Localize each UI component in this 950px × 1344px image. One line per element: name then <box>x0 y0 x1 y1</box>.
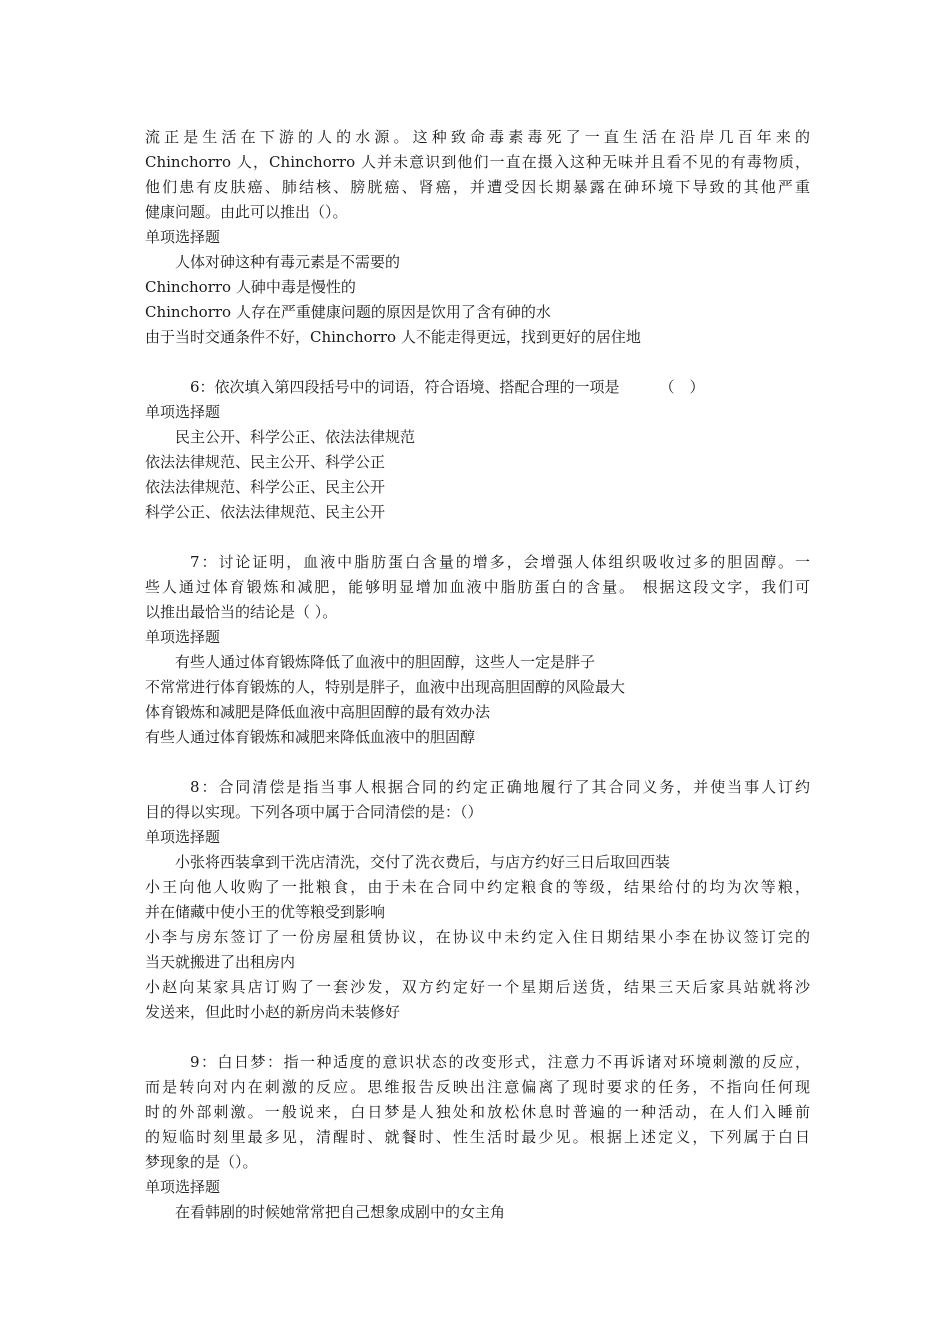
option-a: 小张将西装拿到干洗店清洗，交付了洗衣费后，与店方约好三日后取回西装 <box>175 853 671 871</box>
document-body <box>145 125 810 1225</box>
spacer <box>145 525 810 550</box>
stem-line: 8：合同清偿是指当事人根据合同的约定正确地履行了其合同义务，并使当事人订约 <box>190 778 810 796</box>
option-line: 并在储藏中使小王的优等粮受到影响 <box>145 903 386 921</box>
option-a: 在看韩剧的时候她常常把自己想象成剧中的女主角 <box>175 1203 506 1221</box>
option-b: 不常常进行体育锻炼的人，特别是胖子，血液中出现高胆固醇的风险最大 <box>145 678 626 696</box>
answer-bracket: （ ） <box>659 378 705 396</box>
option-a: 民主公开、科学公正、依法法律规范 <box>175 428 416 446</box>
stem-line: 时的外部刺激。一般说来，白日梦是人独处和放松休息时普遍的一种活动，在人们入睡前 <box>145 1103 810 1121</box>
question-type-label: 单项选择题 <box>145 628 221 646</box>
option-line: 小赵向某家具店订购了一套沙发，双方约定好一个星期后送货，结果三天后家具站就将沙 <box>145 978 810 996</box>
stem-line: Chinchorro 人，Chinchorro 人并未意识到他们一直在摄入这种无味并且看不见的有毒物质， <box>145 153 810 171</box>
option-line: 当天就搬进了出租房内 <box>145 953 296 971</box>
stem-line: 梦现象的是（）。 <box>145 1153 258 1171</box>
option-c: Chinchorro 人存在严重健康问题的原因是饮用了含有砷的水 <box>145 303 551 321</box>
question-type-label: 单项选择题 <box>145 1178 221 1196</box>
spacer <box>145 350 810 375</box>
question-6-stem <box>145 375 810 400</box>
option-d <box>145 975 810 1025</box>
option-c: 依法法律规范、科学公正、民主公开 <box>145 478 386 496</box>
stem-line: 他们患有皮肤癌、肺结核、膀胱癌、肾癌，并遭受因长期暴露在砷环境下导致的其他严重 <box>145 178 810 196</box>
question-9-stem <box>145 1050 810 1175</box>
option-d: 科学公正、依法法律规范、民主公开 <box>145 503 386 521</box>
spacer <box>145 1025 810 1050</box>
option-line: 小王向他人收购了一批粮食，由于未在合同中约定粮食的等级，结果给付的均为次等粮， <box>145 878 810 896</box>
question-type-label: 单项选择题 <box>145 828 221 846</box>
stem-line: 9：白日梦：指一种适度的意识状态的改变形式，注意力不再诉诸对环境刺激的反应， <box>190 1053 810 1071</box>
option-a: 人体对砷这种有毒元素是不需要的 <box>175 253 401 271</box>
stem-line: 的短临时刻里最多见，清醒时、就餐时、性生活时最少见。根据上述定义，下列属于白日 <box>145 1128 810 1146</box>
stem-line: 以推出最恰当的结论是（ ）。 <box>145 603 338 621</box>
option-b: Chinchorro 人砷中毒是慢性的 <box>145 278 356 296</box>
option-line: 小李与房东签订了一份房屋租赁协议，在协议中未约定入住日期结果小李在协议签订完的 <box>145 928 810 946</box>
stem-line: 目的得以实现。下列各项中属于合同清偿的是：（） <box>145 803 483 821</box>
question-7-stem <box>145 550 810 625</box>
spacer <box>145 750 810 775</box>
stem-line: 健康问题。由此可以推出（）。 <box>145 203 348 221</box>
option-d: 由于当时交通条件不好，Chinchorro 人不能走得更远，找到更好的居住地 <box>145 328 641 346</box>
stem-line: 7：讨论证明，血液中脂肪蛋白含量的增多，会增强人体组织吸收过多的胆固醇。一 <box>190 553 810 571</box>
stem-line: 而是转向对内在刺激的反应。思维报告反映出注意偏离了现时要求的任务，不指向任何现 <box>145 1078 810 1096</box>
question-type-label: 单项选择题 <box>145 403 221 421</box>
stem-line: 流正是生活在下游的人的水源。这种致命毒素毒死了一直生活在沿岸几百年来的 <box>145 128 810 146</box>
option-c <box>145 925 810 975</box>
question-5-stem <box>145 125 810 225</box>
option-d: 有些人通过体育锻炼和减肥来降低血液中的胆固醇 <box>145 728 476 746</box>
stem-text: 6：依次填入第四段括号中的词语，符合语境、搭配合理的一项是 <box>190 378 620 396</box>
option-c: 体育锻炼和减肥是降低血液中高胆固醇的最有效办法 <box>145 703 491 721</box>
option-b <box>145 875 810 925</box>
option-b: 依法法律规范、民主公开、科学公正 <box>145 453 386 471</box>
question-type-label: 单项选择题 <box>145 228 221 246</box>
question-8-stem <box>145 775 810 825</box>
option-line: 发送来，但此时小赵的新房尚未装修好 <box>145 1003 401 1021</box>
stem-line: 些人通过体育锻炼和减肥，能够明显增加血液中脂肪蛋白的含量。 根据这段文字，我们可 <box>145 578 810 596</box>
option-a: 有些人通过体育锻炼降低了血液中的胆固醇，这些人一定是胖子 <box>175 653 596 671</box>
